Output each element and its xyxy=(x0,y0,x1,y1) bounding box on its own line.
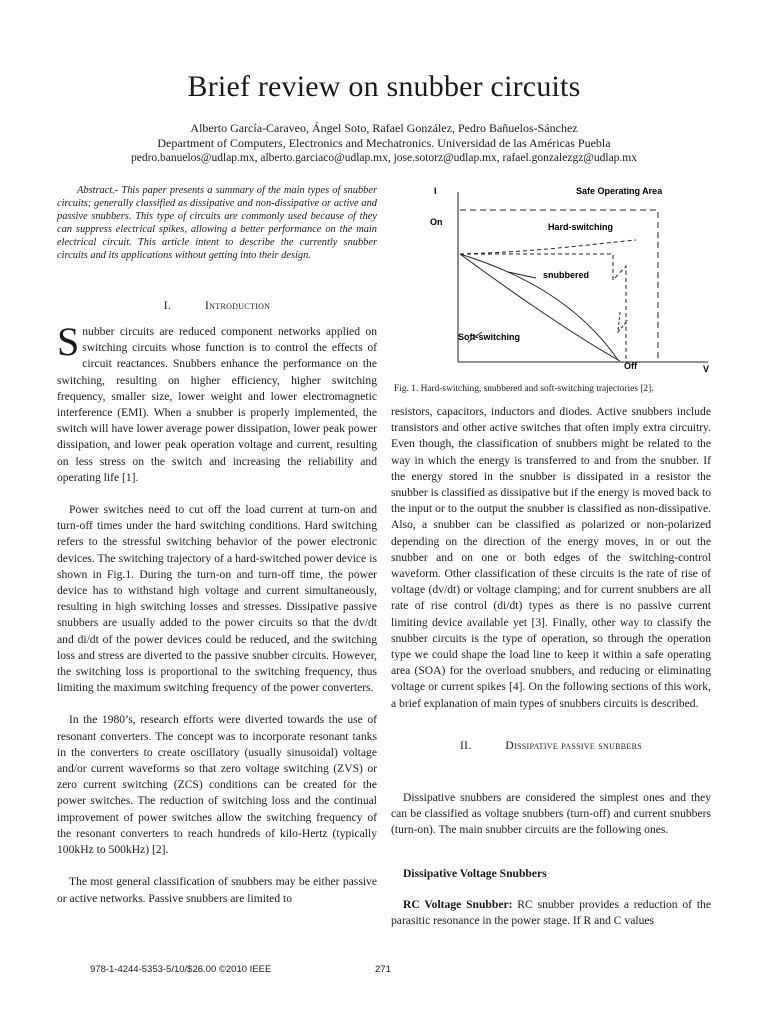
section-number: I. xyxy=(163,300,172,312)
section-heading-dissipative xyxy=(391,740,711,752)
soft-switching-trajectory xyxy=(460,254,620,361)
affiliation: Department of Computers, Electronics and Mechatronics. Universidad de las Américas Puebla xyxy=(157,136,611,150)
hard-switching-label: Hard-switching xyxy=(548,222,614,232)
switching-trajectory-figure xyxy=(418,182,718,377)
right-column xyxy=(391,404,711,712)
email-list: pedro.banuelos@udlap.mx, alberto.garciaco@udlap.mx, jose.sotorz@udlap.mx, rafael.gonzalezgz@udlap.mx xyxy=(130,152,638,164)
intro-paragraph-3: In the 1980’s, research efforts were diverted towards the use of resonant converters. The concept was to incorporate resonant tanks in the converters to create oscillatory (usually sinusoidal) voltage and/or current waveforms so that zero voltage switching (ZVS) or zero current switching (ZCS) conditions can be created for the power switches. The reduction of switching loss and the continual improvement of power switches allow the switching frequency of the resonant converters to reach hundreds of kilo-Hertz (typically 100kHz to 500kHz) [2]. xyxy=(57,713,377,857)
x-axis-label: V xyxy=(703,364,710,374)
section-title: Introduction xyxy=(205,300,271,312)
on-label: On xyxy=(430,217,443,227)
page-number: 271 xyxy=(375,964,391,975)
snubbered-trajectory xyxy=(460,254,618,360)
intro-paragraph-4: The most general classification of snubbers may be either passive or active networks. Passive snubbers are limited to xyxy=(57,875,377,905)
left-column xyxy=(57,319,377,907)
rc-text: RC snubber provides a reduction of the parasitic resonance in the power stage. If R and C values xyxy=(391,898,712,928)
drop-cap: S xyxy=(57,319,80,364)
author-list: Alberto García-Caraveo, Ángel Soto, Rafael González, Pedro Bañuelos-Sánchez xyxy=(190,121,578,135)
intro-paragraph-1-text: nubber circuits are reduced component networks applied on switching circuits whose function is to control the effects of circuit reactances. Snubbers enhance the performance on the switching, resulting on higher efficiency, higher switching frequency, smaller size, lower weight and lower electromagnetic interference (EMI). When a snubber is properly implemented, the switch will have lower average power dissipation, lower peak power dissipation, and lower peak operation voltage and current, resulting on less stress on the switch and increasing the reliability and operating life [1]. xyxy=(57,325,377,484)
section2-body xyxy=(391,790,711,839)
subsection-heading: Dissipative Voltage Snubbers xyxy=(403,867,547,880)
section-heading-introduction xyxy=(57,300,377,312)
figure-caption: Fig. 1. Hard-switching, snubbered and soft-switching trajectories [2]. xyxy=(394,384,654,394)
intro-paragraph-2: Power switches need to cut off the load current at turn-on and turn-off times under the hard switching conditions. Hard switching refers to the stressful switching behavior of the power electronic devices. The switching trajectory of a hard-switched power device is shown in Fig.1. During the turn-on and turn-off time, the power device has to withstand high voltage and current simultaneously, resulting in high switching losses and stresses. Dissipative passive snubbers are usually added to the power circuits so that the dv/dt and di/dt of the power devices could be reduced, and the switching loss and stress are diverted to the passive snubber circuits. However, the switching loss is proportional to the switching frequency, thus limiting the maximum switching frequency of the power converters. xyxy=(57,503,377,695)
hard-turn-on-path xyxy=(460,240,636,254)
trajectory-arrow xyxy=(508,272,536,278)
section-number: II. xyxy=(459,740,472,752)
abstract: Abstract.- This paper presents a summary of the main types of snubber circuits; generally classified as dissipative and non-dissipative or active and passive snubbers. This type of circuits are commonly used because of they can suppress electrical spikes, allowing a better performance on the main electrical circuit. This article intent to describe the currently snubber circuits and its applications without getting into their design. xyxy=(57,185,377,261)
snubbered-label: snubbered xyxy=(543,270,590,280)
soa-label: Safe Operating Area xyxy=(576,186,663,196)
section-title: Dissipative passive snubbers xyxy=(505,740,642,752)
right-paragraph-1: resistors, capacitors, inductors and diodes. Active snubbers include transistors and other active switches that often imply extra circuitry. Even though, the classification of snubbers might be related to the way in which the energy is transferred to and from the snubber. If the energy stored in the snubber is dissipated in a resistor the snubber is classified as dissipative but if the energy is moved back to the input or to the output the snubber is classified as non-dissipative. Also, a snubber can be classified as polarized or non-polarized depending on the direction of the energy moves, in or out the snubber and on one or both edges of the switching-control waveform. Other classification of these circuits is the rate of rise of voltage (dv/dt) or voltage clamping; and for current snubbers are all rate of rise control (di/dt) types as there is no passive current limiting device available yet [3]. Finally, other way to classify the snubber circuits is the type of operation, so through the operation type we could shape the load line to keep it within a safe operating area (SOA) for the overload snubbers, and reducing or eliminating voltage or current spikes [4]. On the following sections of this work, a brief explanation of main types of snubbers circuits is described. xyxy=(391,405,711,710)
paper-title: Brief review on snubber circuits xyxy=(187,70,581,103)
footer-isbn: 978-1-4244-5353-5/10/$26.00 ©2010 IEEE xyxy=(90,964,272,975)
sec2-paragraph-1: Dissipative snubbers are considered the simplest ones and they can be classified as voltage snubbers (turn-off) and current snubbers (turn-on). The main snubber circuits are the following ones. xyxy=(391,791,711,837)
rc-label: RC Voltage Snubber: xyxy=(403,898,513,911)
rc-snubber-paragraph xyxy=(391,897,711,929)
y-axis-label: I xyxy=(434,186,437,196)
off-label: Off xyxy=(624,361,637,371)
intro-paragraph-1 xyxy=(57,319,377,486)
soft-switching-label: Soft-switching xyxy=(458,332,520,342)
